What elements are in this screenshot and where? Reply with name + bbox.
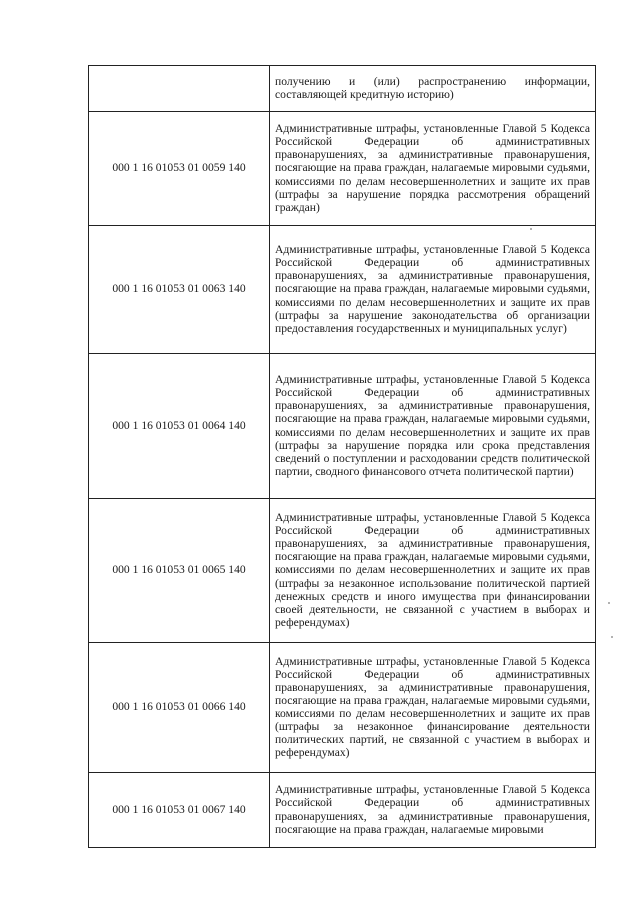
- budget-codes-table: [88, 65, 596, 848]
- table-row: [89, 354, 596, 499]
- table-row: [89, 773, 596, 848]
- scan-speck: [608, 602, 610, 604]
- table-row: [89, 643, 596, 773]
- code-cell: 000 1 16 01053 01 0063 140: [89, 226, 270, 354]
- description-cell: получению и (или) распространению информации, составляющей кредитную историю): [270, 66, 596, 112]
- code-cell: 000 1 16 01053 01 0065 140: [89, 499, 270, 643]
- table-row: [89, 112, 596, 226]
- table-row: [89, 66, 596, 112]
- code-cell: 000 1 16 01053 01 0064 140: [89, 354, 270, 499]
- code-cell: [89, 66, 270, 112]
- description-cell: Административные штрафы, установленные Главой 5 Кодекса Российской Федерации об административных правонарушениях, за административные правонарушения, посягающие на права граждан, налагаемые мировыми судьями, комиссиями по делам несовершеннолетних и защите их прав (штрафы за незаконное финансирование деятельности политических партий, не связанной с участием в выборах и референдумах): [270, 643, 596, 773]
- table-row: [89, 499, 596, 643]
- description-cell: Административные штрафы, установленные Главой 5 Кодекса Российской Федерации об административных правонарушениях, за административные правонарушения, посягающие на права граждан, налагаемые мировыми судьями, комиссиями по делам несовершеннолетних и защите их прав (штрафы за нарушение порядка рассмотрения обращений граждан): [270, 112, 596, 226]
- code-cell: 000 1 16 01053 01 0059 140: [89, 112, 270, 226]
- description-cell: Административные штрафы, установленные Главой 5 Кодекса Российской Федерации об административных правонарушениях, за административные правонарушения, посягающие на права граждан, налагаемые мировыми: [270, 773, 596, 848]
- table-row: [89, 226, 596, 354]
- description-cell: Административные штрафы, установленные Главой 5 Кодекса Российской Федерации об административных правонарушениях, за административные правонарушения, посягающие на права граждан, налагаемые мировыми судьями, комиссиями по делам несовершеннолетних и защите их прав (штрафы за нарушение порядка или срока представления сведений о поступлении и расходовании средств политической партии, сводного финансового отчета политической партии): [270, 354, 596, 499]
- scan-speck: [611, 636, 613, 638]
- description-cell: Административные штрафы, установленные Главой 5 Кодекса Российской Федерации об административных правонарушениях, за административные правонарушения, посягающие на права граждан, налагаемые мировыми судьями, комиссиями по делам несовершеннолетних и защите их прав (штрафы за нарушение законодательства об организации предоставления государственных и муниципальных услуг): [270, 226, 596, 354]
- code-cell: 000 1 16 01053 01 0067 140: [89, 773, 270, 848]
- description-cell: Административные штрафы, установленные Главой 5 Кодекса Российской Федерации об административных правонарушениях, за административные правонарушения, посягающие на права граждан, налагаемые мировыми судьями, комиссиями по делам несовершеннолетних и защите их прав (штрафы за незаконное использование политической партией денежных средств и иного имущества при финансировании своей деятельности, не связанной с участием в выборах и референдумах): [270, 499, 596, 643]
- scan-speck: [530, 228, 532, 230]
- code-cell: 000 1 16 01053 01 0066 140: [89, 643, 270, 773]
